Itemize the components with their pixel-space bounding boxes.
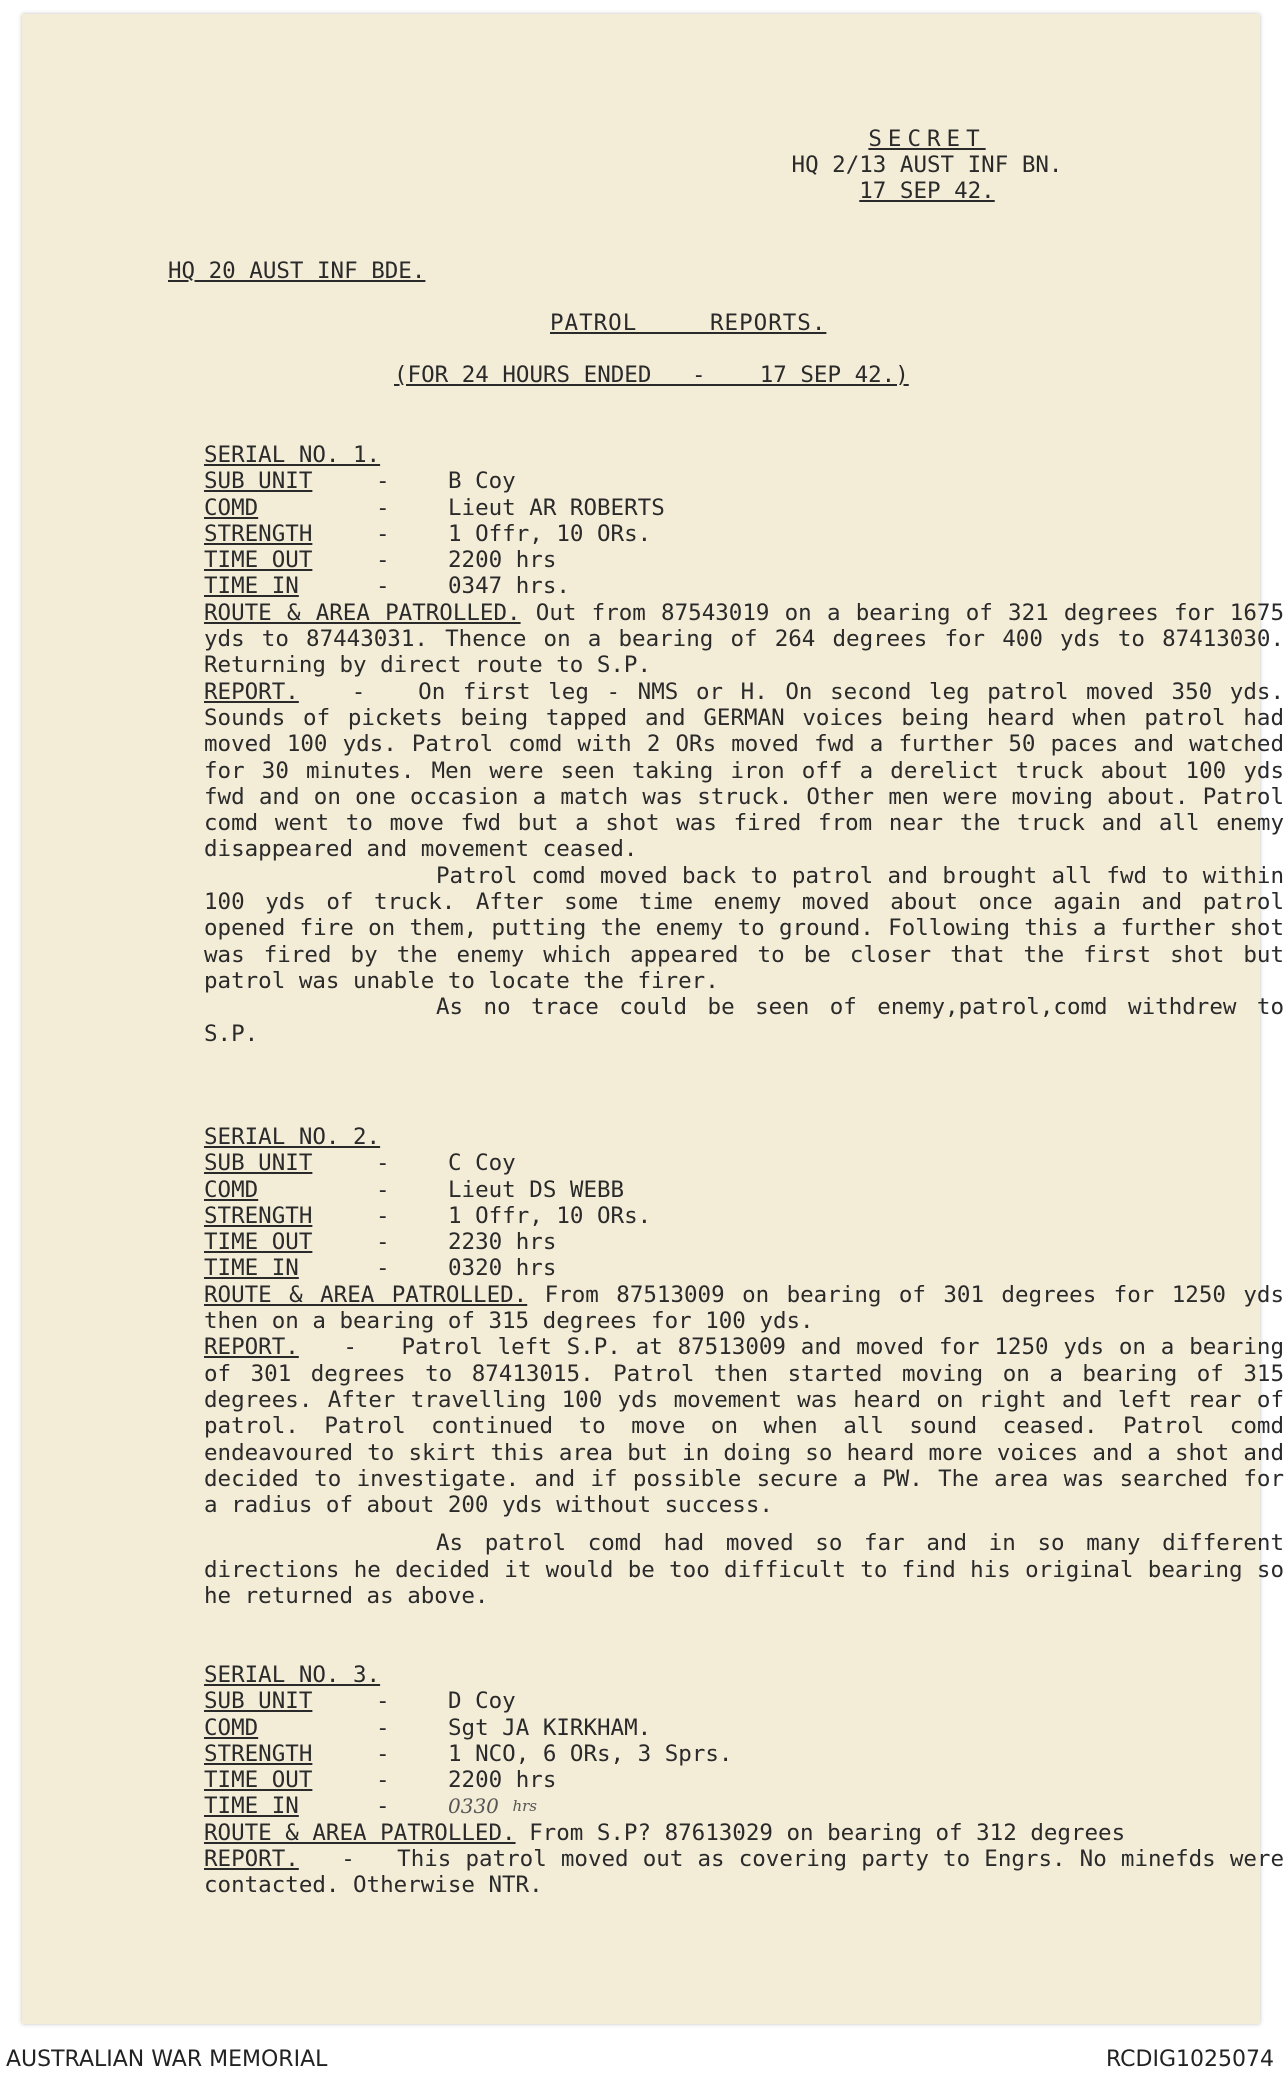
handwritten-time-in: 0330 — [448, 1794, 499, 1819]
archive-reference: RCDIG1025074 — [1105, 2047, 1274, 2072]
handwritten-annotation: hrs — [512, 1797, 537, 1816]
field-time-in: TIME IN - 0330 hrs — [204, 1793, 537, 1820]
field-strength: STRENGTH - 1 NCO, 6 ORs, 3 Sprs. — [204, 1740, 733, 1767]
route-paragraph: ROUTE & AREA PATROLLED. Out from 87543019 on a bearing of 321 degrees for 1675 yds to 87443031. Thence on a bearing of 264 degrees for 400 yds to 87413030. Returning by direct route to S.P. — [204, 599, 1284, 679]
serial-heading: SERIAL NO. 2. — [204, 1124, 381, 1150]
field-sub-unit: SUB UNIT - B Coy — [204, 468, 516, 495]
document-page — [22, 14, 1284, 2024]
report-paragraph: REPORT. - On first leg - NMS or H. On second leg patrol moved 350 yds. Sounds of pickets being tapped and GERMAN voices being heard when patrol had moved 100 yds. Patrol comd with 2 ORs moved fwd a further 50 paces and watched for 30 minutes. Men were seen taking iron off a derelict truck about 100 yds fwd and on one occasion a match was struck. Other men were moving about. Patrol comd went to move fwd but a shot was fired from near the truck and all enemy disappeared and movement ceased. — [204, 678, 1284, 863]
report-title: PATROL REPORTS. — [550, 310, 827, 336]
report-paragraph-3: As no trace could be seen of enemy,patrol,comd withdrew to S.P. — [204, 994, 1284, 1047]
addressee: HQ 20 AUST INF BDE. — [168, 258, 426, 284]
document-date: 17 SEP 42. — [859, 178, 995, 204]
field-comd: COMD - Lieut AR ROBERTS — [204, 494, 665, 521]
serial-1-block — [204, 442, 1284, 1047]
field-time-out: TIME OUT - 2230 hrs — [204, 1229, 557, 1256]
serial-2-block — [204, 1124, 1284, 1609]
field-comd: COMD - Sgt JA KIRKHAM. — [204, 1714, 652, 1741]
field-strength: STRENGTH - 1 Offr, 10 ORs. — [204, 520, 652, 547]
report-paragraph: REPORT. - This patrol moved out as covering party to Engrs. No minefds were contacted. Otherwise NTR. — [204, 1846, 1284, 1899]
originating-unit: HQ 2/13 AUST INF BN. — [791, 152, 1063, 178]
report-paragraph-2: Patrol comd moved back to patrol and brought all fwd to within 100 yds of truck. After some time enemy moved about once again and patrol opened fire on them, putting the enemy to ground. Following this a further shot was fired by the enemy which appeared to be closer that the first shot but patrol was unable to locate the firer. — [204, 862, 1284, 994]
field-time-in: TIME IN - 0347 hrs. — [204, 573, 570, 600]
field-time-out: TIME OUT - 2200 hrs — [204, 547, 557, 574]
document-header — [752, 126, 1102, 204]
serial-heading: SERIAL NO. 3. — [204, 1662, 381, 1688]
serial-3-block — [204, 1662, 1284, 1899]
route-paragraph: ROUTE & AREA PATROLLED. From S.P? 87613029 on bearing of 312 degrees — [204, 1819, 1126, 1846]
report-period: (FOR 24 HOURS ENDED - 17 SEP 42.) — [394, 362, 909, 388]
field-sub-unit: SUB UNIT - C Coy — [204, 1150, 516, 1177]
classification-marking: SECRET — [868, 126, 986, 152]
report-paragraph: REPORT. - Patrol left S.P. at 87513009 and moved for 1250 yds on a bearing of 301 degrees to 87413015. Patrol then started moving on a bearing of 315 degrees. After travelling 100 yds movement was heard on right and left rear of patrol. Patrol continued to move on when all sound ceased. Patrol comd endeavoured to skirt this area but in doing so heard more voices and a shot and decided to investigate. and if possible secure a PW. The area was searched for a radius of about 200 yds without success. — [204, 1334, 1284, 1519]
field-comd: COMD - Lieut DS WEBB — [204, 1176, 625, 1203]
serial-heading: SERIAL NO. 1. — [204, 442, 381, 468]
archive-credit: AUSTRALIAN WAR MEMORIAL — [6, 2047, 328, 2072]
route-paragraph: ROUTE & AREA PATROLLED. From 87513009 on bearing of 301 degrees for 1250 yds then on a bearing of 315 degrees for 100 yds. — [204, 1281, 1284, 1335]
field-strength: STRENGTH - 1 Offr, 10 ORs. — [204, 1202, 652, 1229]
field-time-out: TIME OUT - 2200 hrs — [204, 1767, 557, 1794]
field-time-in: TIME IN - 0320 hrs — [204, 1255, 557, 1282]
field-sub-unit: SUB UNIT - D Coy — [204, 1688, 516, 1715]
report-paragraph-2: As patrol comd had moved so far and in so many different directions he decided it would be too difficult to find his original bearing so he returned as above. — [204, 1530, 1284, 1610]
